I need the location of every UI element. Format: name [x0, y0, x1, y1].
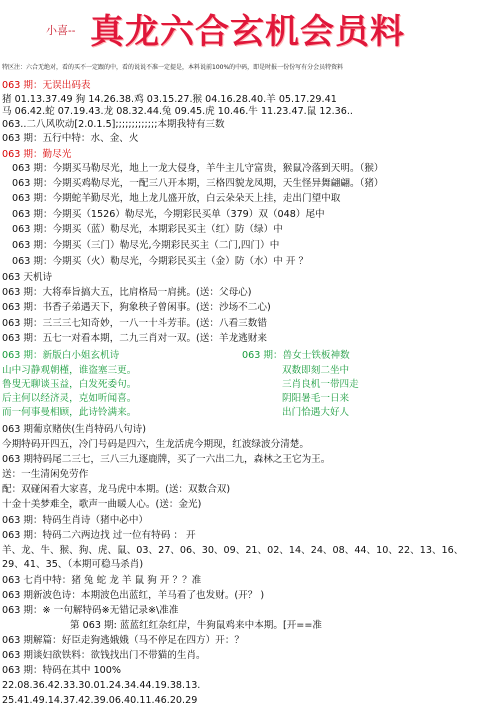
section-title: 063 天机诗 [2, 272, 53, 283]
poem-line: 双数即刻二坐中 [282, 365, 350, 376]
text-line: 063 期：三三三七知奇妙，一八一十斗芳菲。(送：八看三数错 [2, 318, 267, 329]
text-line: 063 期：五行中特：水、金、火 [2, 133, 139, 144]
text-line: 063 期：※ 一句解特码※无错记录※\准准 [2, 605, 179, 616]
text-line: 063 期：五七一对看本期，二九三肖对一双。(送：羊龙逃财来 [2, 333, 267, 344]
section-title: 063 期：新版白小姐玄机诗 [2, 350, 120, 361]
number-line: 22.08.36.42.33.30.01.24.34.44.19.38.13. [2, 680, 201, 691]
section-title: 063 期：兽女士铁板神数 [242, 350, 350, 361]
text-line: 063 期：今期买（三门）勒尽光,今期彩民买主（二门,四门）中 [12, 240, 280, 251]
text-line: 063 期：特码二六两边找 过一位有特码 ： 开 [2, 530, 196, 541]
text-line: 063 期：今期买马勒尽光，地上一龙大侵身，羊牛主儿守富贵，猴鼠冷落到天明。（猴） [12, 163, 384, 174]
text-line: 羊、龙、牛、猴、狗、虎、鼠、03、27、06、30、09、21、02、14、24、08、44、10、22、13、16、 [2, 545, 464, 556]
text-line: 063..二八风吹动[2.0.1.5];;;;;;;;;;;;;本期我特有三数 [2, 119, 225, 130]
poem-line: 阴阳暑毛一日来 [282, 393, 350, 404]
text-line: 063 期：特码生肖诗（猪中必中） [2, 515, 149, 526]
poem-line: 后主何以经济灵，克如听闻喜。 [2, 393, 137, 404]
text-line: 063 期特码尾二三七，三八三九逐鹿牌，买了一六出二九，森林之王它为王。 [2, 454, 331, 465]
text-line: 063 期：大将奉旨搞大五，比肩格局一肩挑。(送：父母心) [2, 287, 252, 298]
text-line: 送：一生清闲免劳作 [2, 469, 89, 480]
section-title: 063 期葡京赌侠(生肖特码八句诗) [2, 424, 146, 435]
section-title: 063 期：无误出码表 [2, 80, 91, 91]
poem-line: 出门恰遇大好人 [282, 407, 350, 418]
header-brand-logo: 真龙六合玄机会员料 [90, 12, 405, 52]
header-banner [0, 0, 496, 50]
text-line: 马 06.42.蛇 07.19.43.龙 08.32.44.兔 09.45.虎 10.46.牛 11.23.47.鼠 12.36.. [2, 106, 353, 117]
text-line: 今期特码开四五，冷门号码是四六，生龙活虎今期现，红波绿波分清楚。 [2, 439, 309, 450]
text-line: 第 063 期: 蓝蓝红红杂红岸，牛狗鼠鸡来中本期。[开==准 [70, 620, 322, 631]
notice-text: 特区注：六合无绝对，看的买不一定跟的中，看的说说不准一定提是，本料说前100%的中码，即是时报一份份写有分会员特资料 [2, 64, 344, 71]
text-line: 29、41、35、（本期可稳马杀肖) [2, 559, 144, 570]
text-line: 063 七肖中特：猪 兔 蛇 龙 羊 鼠 狗 开 ？？准 [2, 575, 202, 586]
header-sub: 小喜-- [46, 24, 76, 37]
text-line: 063 期新波色诗：本期波色出蓝红，羊马看了也发财。(开？ ) [2, 590, 265, 601]
text-line: 063 期：特码在其中 100% [2, 665, 121, 676]
text-line: 063 期：今期买（1526）勒尽光，今期彩民买单（379）双（048）尾中 [12, 209, 325, 220]
section-title: 063 期：勤尽光 [2, 149, 72, 160]
number-line: 25.41.49.14.37.42.39.06.40.11.46.20.29 [2, 695, 198, 706]
text-line: 猪 01.13.37.49 狗 14.26.38.鸡 03.15.27.猴 04.16.28.40.羊 05.17.29.41 [2, 94, 337, 105]
text-line: 063 期：今期买（火）勒尽光，今期彩民买主（金）防（水）中 开 ？ [12, 256, 309, 267]
text-line: 063 期：今期蛇羊勤尽光，地上龙儿盛开放，白云朵朵天上挂，走出门望中取 [12, 193, 341, 204]
poem-line: 而一何事曼相顾，此诗铃满来。 [2, 407, 137, 418]
text-line: 063 期：今期买（蓝）勒尽光，本期彩民买主（红）防（绿）中 [12, 224, 283, 235]
text-line: 配：双碰闲看大家喜，龙马虎中本期。(送：双数合双) [2, 484, 231, 495]
poem-line: 山中习静观朝槿，谁盗塞三更。 [2, 365, 137, 376]
poem-line: 鲁叟无聊谈玉益，白发死委句。 [2, 379, 137, 390]
text-line: 十金十美梦难全，歌声一曲暖人心。(送：金光) [2, 499, 202, 510]
text-line: 063 期：书香子弟遇天下，狗象秧子曾闲事。(送：沙场不二心) [2, 302, 271, 313]
poem-line: 三肖良机一带四走 [282, 379, 359, 390]
text-line: 063 期解篇：好臣走狗逃娥娥（马不停足在四方）开：？ [2, 635, 245, 646]
text-line: 063 期谈妇欲铁料：欲钱找出门不带猫的生肖。 [2, 650, 206, 661]
text-line: 063 期：今期买鸡勒尽光，一配三八开本期，三格四貌龙凤期，天生怪异舞翩翩。（猪） [12, 178, 384, 189]
